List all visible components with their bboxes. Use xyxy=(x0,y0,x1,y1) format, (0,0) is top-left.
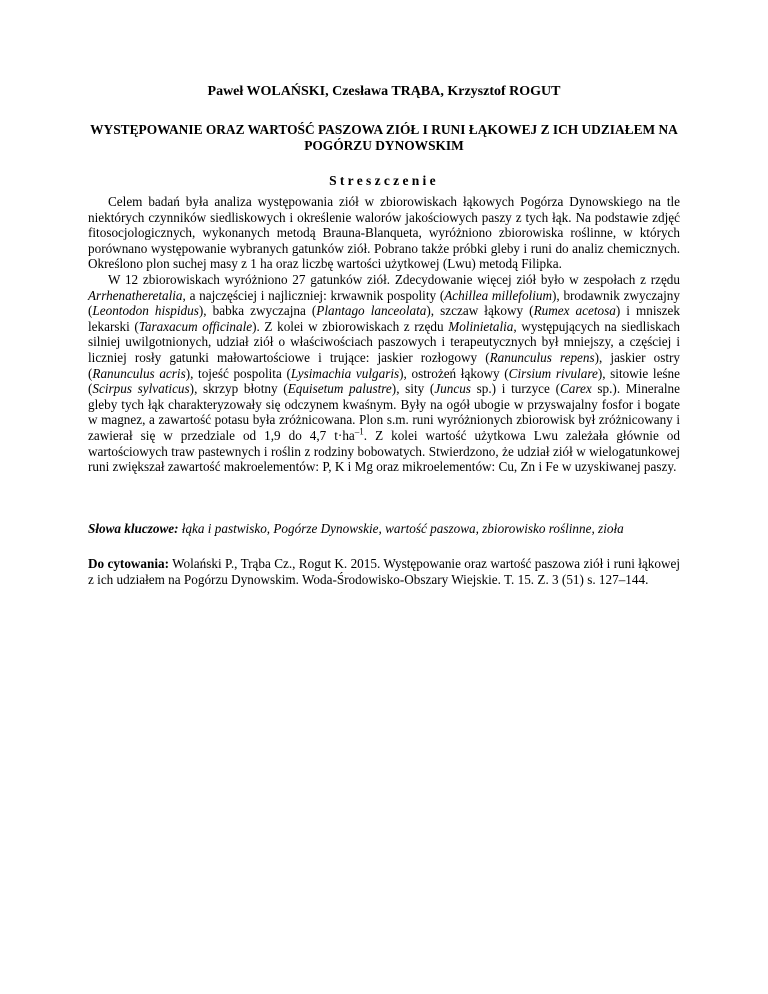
species-name: Juncus xyxy=(434,381,471,397)
species-name: Ranunculus repens xyxy=(489,349,595,365)
species-name: Plantago lanceolata xyxy=(316,303,427,319)
abstract xyxy=(88,194,680,475)
superscript: –1 xyxy=(354,426,364,437)
species-name: Molinietalia xyxy=(448,318,514,334)
citation-text: Wolański P., Trąba Cz., Rogut K. 2015. Występowanie oraz wartość paszowa ziół i runi łąkowej z ich udziałem na Pogórzu Dynowskim. Woda-Środowisko-Obszary Wiejskie. T. 15. Z. 3 (51) s. 127–144. xyxy=(88,556,680,587)
species-name: Rumex acetosa xyxy=(533,303,616,319)
citation-label: Do cytowania: xyxy=(88,556,170,571)
keywords xyxy=(88,521,680,537)
species-name: Ranunculus acris xyxy=(92,365,186,381)
paper-title: WYSTĘPOWANIE ORAZ WARTOŚĆ PASZOWA ZIÓŁ I RUNI ŁĄKOWEJ Z ICH UDZIAŁEM NA POGÓRZU DYNOWSKIM xyxy=(90,122,678,153)
species-name: Arrhenatheretalia xyxy=(88,287,183,303)
abstract-paragraph-1: Celem badań była analiza występowania ziół w zbiorowiskach łąkowych Pogórza Dynowskiego na tle niektórych czynników siedliskowych i określenie walorów jakościowych paszy z tych łąk. Na podstawie zdjęć fitosocjologicznych, wykonanych metodą Brauna-Blanqueta, wyróżniono zbiorowiska roślinne, w których porównano występowanie wybranych gatunków ziół. Pobrano także próbki gleby i runi do analiz chemicznych. Określono plon suchej masy z 1 ha oraz liczbę wartości użytkowej (Lwu) metodą Filipka. xyxy=(88,194,680,272)
species-name: Carex xyxy=(559,381,592,397)
species-name: Taraxacum officinale xyxy=(138,318,253,334)
abstract-heading: Streszczenie xyxy=(329,173,439,188)
species-name: Cirsium rivulare xyxy=(508,365,598,381)
keywords-text: łąka i pastwisko, Pogórze Dynowskie, wartość paszowa, zbiorowisko roślinne, zioła xyxy=(178,521,624,536)
species-name: Scirpus sylvaticus xyxy=(92,381,190,397)
species-name: Equisetum palustre xyxy=(287,381,392,397)
species-name: Leontodon hispidus xyxy=(92,303,199,319)
species-name: Achillea millefolium xyxy=(444,287,552,303)
abstract-paragraph-2: W 12 zbiorowiskach wyróżniono 27 gatunków ziół. Zdecydowanie więcej ziół było w zespołach z rzędu Arrhenatheretalia, a najczęściej i najliczniej: krwawnik pospolity (Achillea millefolium), brodawnik zwyczajny (Leontodon hispidus), babka zwyczajna (Plantago lanceolata), szczaw łąkowy (Rumex acetosa) i mniszek lekarski (Taraxacum officinale). Z kolei w zbiorowiskach z rzędu Molinietalia, występujących na siedliskach silniej uwilgotnionych, udział ziół o właściwościach paszowych i terapeutycznych był mniejszy, a częściej i liczniej rosły gatunki małowartościowe i trujące: jaskier rozłogowy (Ranunculus repens), jaskier ostry (Ranunculus acris), tojeść pospolita (Lysimachia vulgaris), ostrożeń łąkowy (Cirsium rivulare), sitowie leśne (Scirpus sylvaticus), skrzyp błotny (Equisetum palustre), sity (Juncus sp.) i turzyce (Carex sp.). Mineralne gleby tych łąk charakteryzowały się odczynem kwaśnym. Były na ogół ubogie w przyswajalny fosfor i bogate w magnez, a zawartość potasu była zróżnicowana. Plon s.m. runi wyróżnionych zbiorowisk był zróżnicowany i zawierał się w przedziale od 1,9 do 4,7 $t\cdot ha^{-1}$. Z kolei wartość użytkowa Lwu zależała głównie od wartościowych traw pastewnych i roślin z rodziny bobowatych. Stwierdzono, że udział ziół w wielogatunkowej runi zwiększał zawartość makroelementów: P, K i Mg oraz mikroelementów: Cu, Zn i Fe w uzyskiwanej paszy. xyxy=(88,271,681,475)
keywords-label: Słowa kluczowe: xyxy=(88,521,179,536)
authors: Paweł WOLAŃSKI, Czesława TRĄBA, Krzysztof ROGUT xyxy=(207,84,561,99)
citation xyxy=(88,556,680,587)
species-name: Lysimachia vulgaris xyxy=(290,365,400,381)
